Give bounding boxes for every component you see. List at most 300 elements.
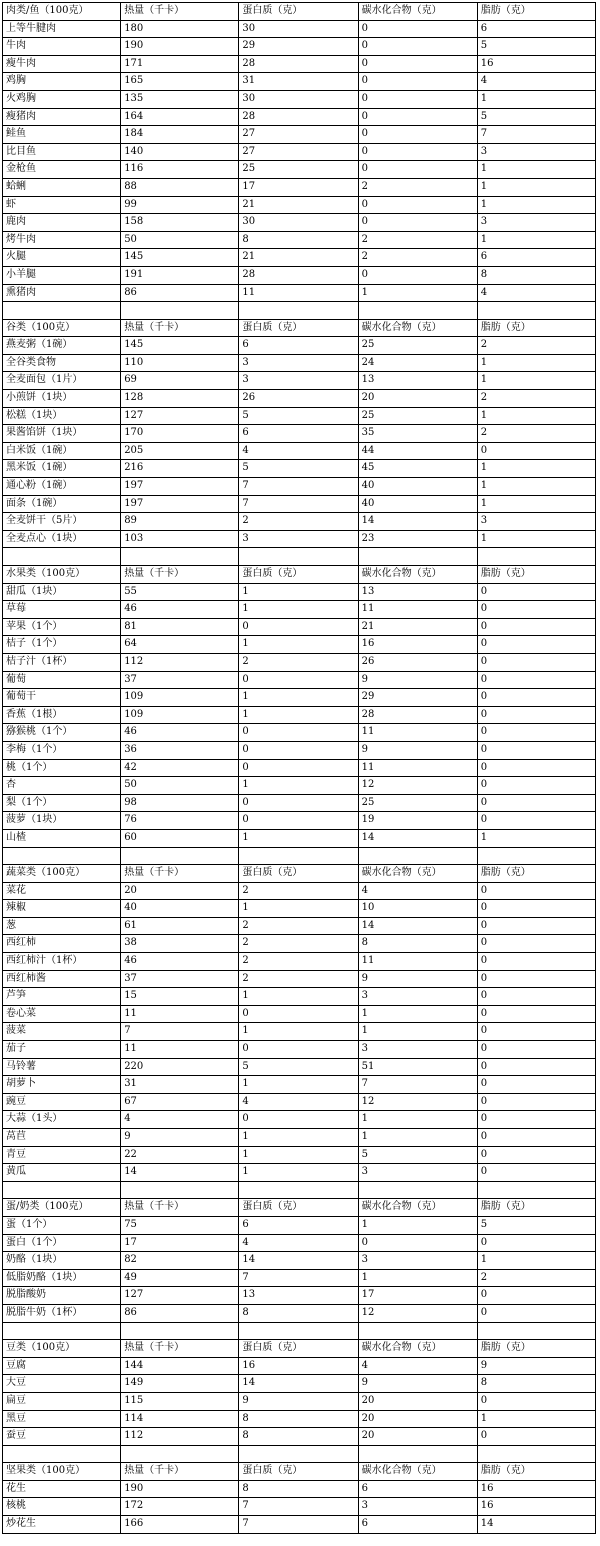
- food-name-cell: 杏: [3, 777, 121, 795]
- value-cell: 5: [239, 1058, 358, 1076]
- food-name-cell: 葡萄: [3, 671, 121, 689]
- column-header-cell: 脂肪（克）: [477, 1340, 595, 1358]
- value-cell: 13: [358, 372, 477, 390]
- value-cell: 9: [121, 1129, 239, 1147]
- food-name-cell: 西红柿汁（1杯）: [3, 953, 121, 971]
- value-cell: 23: [358, 530, 477, 548]
- value-cell: 20: [121, 882, 239, 900]
- value-cell: 25: [358, 337, 477, 355]
- value-cell: 9: [358, 741, 477, 759]
- table-row: [3, 812, 596, 830]
- value-cell: 5: [477, 38, 595, 56]
- food-name-cell: 全麦饼干（5片）: [3, 513, 121, 531]
- table-row: [3, 653, 596, 671]
- food-name-cell: 桔子汁（1杯）: [3, 653, 121, 671]
- value-cell: 3: [358, 988, 477, 1006]
- food-name-cell: 菠萝（1块）: [3, 812, 121, 830]
- value-cell: 50: [121, 231, 239, 249]
- food-name-cell: 大蒜（1头）: [3, 1111, 121, 1129]
- column-header-cell: 蛋白质（克）: [239, 566, 358, 584]
- nutrition-table-container: [2, 2, 596, 1534]
- food-name-cell: 松糕（1块）: [3, 407, 121, 425]
- table-row: [3, 495, 596, 513]
- empty-cell: [121, 847, 239, 865]
- food-name-cell: 豆腐: [3, 1357, 121, 1375]
- empty-cell: [239, 847, 358, 865]
- value-cell: 0: [358, 90, 477, 108]
- value-cell: 0: [477, 1111, 595, 1129]
- column-header-cell: 碳水化合物（克）: [358, 1463, 477, 1481]
- value-cell: 11: [121, 1005, 239, 1023]
- value-cell: 3: [358, 1252, 477, 1270]
- value-cell: 8: [477, 1375, 595, 1393]
- value-cell: 7: [121, 1023, 239, 1041]
- value-cell: 5: [477, 108, 595, 126]
- value-cell: 28: [239, 266, 358, 284]
- value-cell: 4: [477, 73, 595, 91]
- food-name-cell: 脱脂牛奶（1杯）: [3, 1304, 121, 1322]
- value-cell: 16: [477, 1480, 595, 1498]
- value-cell: 11: [358, 759, 477, 777]
- food-name-cell: 面条（1碗）: [3, 495, 121, 513]
- value-cell: 0: [477, 1146, 595, 1164]
- empty-cell: [358, 1181, 477, 1199]
- column-header-cell: 碳水化合物（克）: [358, 566, 477, 584]
- value-cell: 135: [121, 90, 239, 108]
- value-cell: 0: [239, 794, 358, 812]
- table-row: [3, 284, 596, 302]
- food-name-cell: 辣椒: [3, 900, 121, 918]
- value-cell: 2: [477, 425, 595, 443]
- food-name-cell: 胡萝卜: [3, 1076, 121, 1094]
- value-cell: 0: [477, 671, 595, 689]
- food-name-cell: 金枪鱼: [3, 161, 121, 179]
- table-row: [3, 231, 596, 249]
- value-cell: 0: [358, 161, 477, 179]
- value-cell: 171: [121, 55, 239, 73]
- value-cell: 27: [239, 143, 358, 161]
- column-header-cell: 热量（千卡）: [121, 566, 239, 584]
- table-row: [3, 249, 596, 267]
- value-cell: 2: [239, 953, 358, 971]
- value-cell: 0: [477, 794, 595, 812]
- food-name-cell: 草莓: [3, 601, 121, 619]
- food-name-cell: 通心粉（1碗）: [3, 478, 121, 496]
- value-cell: 17: [358, 1287, 477, 1305]
- value-cell: 0: [239, 812, 358, 830]
- value-cell: 0: [477, 601, 595, 619]
- column-header-cell: 热量（千卡）: [121, 1199, 239, 1217]
- value-cell: 0: [477, 706, 595, 724]
- value-cell: 14: [477, 1516, 595, 1534]
- table-row: [3, 1304, 596, 1322]
- value-cell: 0: [358, 143, 477, 161]
- value-cell: 1: [477, 90, 595, 108]
- value-cell: 6: [477, 20, 595, 38]
- empty-cell: [477, 847, 595, 865]
- value-cell: 0: [239, 671, 358, 689]
- column-header-cell: 热量（千卡）: [121, 319, 239, 337]
- value-cell: 10: [358, 900, 477, 918]
- value-cell: 1: [477, 530, 595, 548]
- value-cell: 20: [358, 390, 477, 408]
- value-cell: 1: [239, 900, 358, 918]
- value-cell: 1: [239, 1023, 358, 1041]
- column-header-cell: 蛋白质（克）: [239, 1199, 358, 1217]
- food-name-cell: 李梅（1个）: [3, 741, 121, 759]
- value-cell: 8: [239, 1304, 358, 1322]
- value-cell: 98: [121, 794, 239, 812]
- section-title-cell: 水果类（100克）: [3, 566, 121, 584]
- value-cell: 7: [477, 126, 595, 144]
- value-cell: 4: [121, 1111, 239, 1129]
- value-cell: 3: [477, 513, 595, 531]
- value-cell: 37: [121, 671, 239, 689]
- value-cell: 30: [239, 214, 358, 232]
- value-cell: 19: [358, 812, 477, 830]
- value-cell: 0: [477, 1164, 595, 1182]
- value-cell: 0: [477, 618, 595, 636]
- table-row: [3, 1480, 596, 1498]
- food-name-cell: 瘦牛肉: [3, 55, 121, 73]
- value-cell: 2: [239, 970, 358, 988]
- value-cell: 205: [121, 442, 239, 460]
- value-cell: 1: [477, 178, 595, 196]
- value-cell: 14: [239, 1252, 358, 1270]
- value-cell: 0: [477, 900, 595, 918]
- food-name-cell: 低脂奶酪（1块）: [3, 1269, 121, 1287]
- value-cell: 37: [121, 970, 239, 988]
- table-row: [3, 724, 596, 742]
- value-cell: 115: [121, 1392, 239, 1410]
- value-cell: 127: [121, 407, 239, 425]
- value-cell: 6: [239, 425, 358, 443]
- food-name-cell: 熏猪肉: [3, 284, 121, 302]
- value-cell: 15: [121, 988, 239, 1006]
- value-cell: 1: [239, 1076, 358, 1094]
- food-name-cell: 莴苣: [3, 1129, 121, 1147]
- table-row: [3, 1357, 596, 1375]
- table-row: [3, 1164, 596, 1182]
- value-cell: 1: [477, 161, 595, 179]
- value-cell: 46: [121, 601, 239, 619]
- empty-cell: [3, 1181, 121, 1199]
- food-name-cell: 果酱馅饼（1块）: [3, 425, 121, 443]
- section-spacer-row: [3, 1181, 596, 1199]
- table-row: [3, 73, 596, 91]
- column-header-cell: 蛋白质（克）: [239, 1340, 358, 1358]
- food-name-cell: 黑米饭（1碗）: [3, 460, 121, 478]
- value-cell: 0: [239, 1005, 358, 1023]
- section-header-row: [3, 1199, 596, 1217]
- value-cell: 22: [121, 1146, 239, 1164]
- value-cell: 2: [477, 1269, 595, 1287]
- value-cell: 11: [358, 601, 477, 619]
- empty-cell: [358, 302, 477, 320]
- empty-cell: [3, 302, 121, 320]
- value-cell: 9: [477, 1357, 595, 1375]
- value-cell: 5: [358, 1146, 477, 1164]
- value-cell: 55: [121, 583, 239, 601]
- table-row: [3, 407, 596, 425]
- value-cell: 25: [358, 407, 477, 425]
- table-row: [3, 988, 596, 1006]
- value-cell: 0: [477, 882, 595, 900]
- section-title-cell: 谷类（100克）: [3, 319, 121, 337]
- value-cell: 81: [121, 618, 239, 636]
- table-row: [3, 108, 596, 126]
- value-cell: 1: [358, 284, 477, 302]
- value-cell: 197: [121, 478, 239, 496]
- value-cell: 2: [239, 882, 358, 900]
- table-row: [3, 266, 596, 284]
- food-name-cell: 蚕豆: [3, 1428, 121, 1446]
- table-row: [3, 777, 596, 795]
- empty-cell: [477, 1181, 595, 1199]
- value-cell: 1: [358, 1129, 477, 1147]
- empty-cell: [239, 302, 358, 320]
- section-header-row: [3, 3, 596, 21]
- table-row: [3, 1093, 596, 1111]
- table-row: [3, 1234, 596, 1252]
- food-name-cell: 鲑鱼: [3, 126, 121, 144]
- value-cell: 191: [121, 266, 239, 284]
- table-row: [3, 372, 596, 390]
- empty-cell: [3, 548, 121, 566]
- value-cell: 50: [121, 777, 239, 795]
- value-cell: 11: [358, 724, 477, 742]
- food-name-cell: 山楂: [3, 829, 121, 847]
- table-row: [3, 214, 596, 232]
- value-cell: 0: [239, 724, 358, 742]
- value-cell: 0: [477, 1234, 595, 1252]
- value-cell: 0: [239, 1111, 358, 1129]
- column-header-cell: 热量（千卡）: [121, 1340, 239, 1358]
- value-cell: 0: [477, 917, 595, 935]
- table-row: [3, 1076, 596, 1094]
- value-cell: 112: [121, 653, 239, 671]
- value-cell: 2: [239, 917, 358, 935]
- table-row: [3, 1252, 596, 1270]
- table-row: [3, 126, 596, 144]
- food-name-cell: 比目鱼: [3, 143, 121, 161]
- value-cell: 28: [239, 55, 358, 73]
- value-cell: 11: [358, 953, 477, 971]
- value-cell: 220: [121, 1058, 239, 1076]
- table-row: [3, 636, 596, 654]
- value-cell: 4: [477, 284, 595, 302]
- table-row: [3, 970, 596, 988]
- column-header-cell: 脂肪（克）: [477, 566, 595, 584]
- food-name-cell: 小羊腿: [3, 266, 121, 284]
- table-row: [3, 513, 596, 531]
- value-cell: 3: [477, 143, 595, 161]
- value-cell: 20: [358, 1428, 477, 1446]
- food-name-cell: 炒花生: [3, 1516, 121, 1534]
- value-cell: 26: [239, 390, 358, 408]
- food-name-cell: 白米饭（1碗）: [3, 442, 121, 460]
- column-header-cell: 热量（千卡）: [121, 865, 239, 883]
- value-cell: 0: [358, 214, 477, 232]
- table-row: [3, 530, 596, 548]
- table-row: [3, 55, 596, 73]
- food-name-cell: 虾: [3, 196, 121, 214]
- table-row: [3, 38, 596, 56]
- value-cell: 69: [121, 372, 239, 390]
- value-cell: 0: [239, 741, 358, 759]
- value-cell: 14: [358, 513, 477, 531]
- food-name-cell: 菠菜: [3, 1023, 121, 1041]
- value-cell: 6: [239, 337, 358, 355]
- value-cell: 8: [239, 1410, 358, 1428]
- food-name-cell: 西红柿: [3, 935, 121, 953]
- column-header-cell: 碳水化合物（克）: [358, 3, 477, 21]
- section-spacer-row: [3, 302, 596, 320]
- value-cell: 0: [477, 741, 595, 759]
- value-cell: 110: [121, 354, 239, 372]
- food-name-cell: 蛤蜊: [3, 178, 121, 196]
- table-row: [3, 935, 596, 953]
- value-cell: 1: [239, 583, 358, 601]
- column-header-cell: 热量（千卡）: [121, 1463, 239, 1481]
- table-row: [3, 460, 596, 478]
- value-cell: 1: [239, 1164, 358, 1182]
- value-cell: 3: [239, 354, 358, 372]
- value-cell: 17: [121, 1234, 239, 1252]
- section-title-cell: 豆类（100克）: [3, 1340, 121, 1358]
- food-name-cell: 甜瓜（1块）: [3, 583, 121, 601]
- food-name-cell: 鸡胸: [3, 73, 121, 91]
- value-cell: 31: [121, 1076, 239, 1094]
- value-cell: 86: [121, 284, 239, 302]
- value-cell: 0: [239, 759, 358, 777]
- value-cell: 0: [477, 988, 595, 1006]
- empty-cell: [121, 1445, 239, 1463]
- value-cell: 9: [358, 1375, 477, 1393]
- table-row: [3, 882, 596, 900]
- food-name-cell: 西红柿酱: [3, 970, 121, 988]
- value-cell: 45: [358, 460, 477, 478]
- value-cell: 180: [121, 20, 239, 38]
- value-cell: 3: [239, 530, 358, 548]
- value-cell: 4: [358, 882, 477, 900]
- table-row: [3, 425, 596, 443]
- food-name-cell: 豌豆: [3, 1093, 121, 1111]
- value-cell: 1: [239, 601, 358, 619]
- value-cell: 0: [477, 636, 595, 654]
- table-row: [3, 478, 596, 496]
- value-cell: 3: [358, 1498, 477, 1516]
- value-cell: 5: [477, 1216, 595, 1234]
- food-name-cell: 蛋（1个）: [3, 1216, 121, 1234]
- value-cell: 13: [358, 583, 477, 601]
- value-cell: 1: [239, 988, 358, 1006]
- value-cell: 0: [477, 583, 595, 601]
- column-header-cell: 脂肪（克）: [477, 319, 595, 337]
- value-cell: 1: [239, 1129, 358, 1147]
- value-cell: 1: [477, 478, 595, 496]
- value-cell: 51: [358, 1058, 477, 1076]
- section-header-row: [3, 1340, 596, 1358]
- table-row: [3, 1287, 596, 1305]
- table-row: [3, 390, 596, 408]
- value-cell: 4: [358, 1357, 477, 1375]
- value-cell: 0: [477, 970, 595, 988]
- value-cell: 75: [121, 1216, 239, 1234]
- value-cell: 35: [358, 425, 477, 443]
- table-row: [3, 794, 596, 812]
- value-cell: 190: [121, 1480, 239, 1498]
- food-name-cell: 全麦面包（1片）: [3, 372, 121, 390]
- value-cell: 2: [477, 337, 595, 355]
- table-row: [3, 196, 596, 214]
- value-cell: 14: [239, 1375, 358, 1393]
- value-cell: 4: [239, 1234, 358, 1252]
- table-row: [3, 442, 596, 460]
- empty-cell: [477, 302, 595, 320]
- value-cell: 99: [121, 196, 239, 214]
- food-name-cell: 葡萄干: [3, 689, 121, 707]
- value-cell: 3: [477, 214, 595, 232]
- empty-cell: [477, 1445, 595, 1463]
- food-name-cell: 瘦猪肉: [3, 108, 121, 126]
- empty-cell: [3, 1445, 121, 1463]
- food-name-cell: 小煎饼（1块）: [3, 390, 121, 408]
- empty-cell: [358, 1322, 477, 1340]
- value-cell: 1: [239, 777, 358, 795]
- section-spacer-row: [3, 548, 596, 566]
- value-cell: 16: [358, 636, 477, 654]
- value-cell: 0: [477, 689, 595, 707]
- table-row: [3, 143, 596, 161]
- food-name-cell: 上等牛腱肉: [3, 20, 121, 38]
- table-row: [3, 178, 596, 196]
- value-cell: 21: [358, 618, 477, 636]
- empty-cell: [477, 1322, 595, 1340]
- section-spacer-row: [3, 847, 596, 865]
- table-row: [3, 917, 596, 935]
- value-cell: 1: [477, 1252, 595, 1270]
- food-name-cell: 火腿: [3, 249, 121, 267]
- value-cell: 38: [121, 935, 239, 953]
- value-cell: 28: [239, 108, 358, 126]
- value-cell: 40: [121, 900, 239, 918]
- column-header-cell: 蛋白质（克）: [239, 1463, 358, 1481]
- value-cell: 0: [477, 759, 595, 777]
- empty-cell: [121, 1322, 239, 1340]
- value-cell: 8: [239, 231, 358, 249]
- value-cell: 109: [121, 689, 239, 707]
- value-cell: 1: [477, 460, 595, 478]
- food-name-cell: 核桃: [3, 1498, 121, 1516]
- column-header-cell: 脂肪（克）: [477, 1199, 595, 1217]
- value-cell: 165: [121, 73, 239, 91]
- food-name-cell: 全麦点心（1块）: [3, 530, 121, 548]
- empty-cell: [239, 548, 358, 566]
- value-cell: 1: [477, 231, 595, 249]
- value-cell: 24: [358, 354, 477, 372]
- empty-cell: [358, 847, 477, 865]
- section-title-cell: 肉类/鱼（100克）: [3, 3, 121, 21]
- table-row: [3, 1216, 596, 1234]
- value-cell: 0: [477, 653, 595, 671]
- value-cell: 1: [358, 1216, 477, 1234]
- value-cell: 1: [239, 1146, 358, 1164]
- table-row: [3, 1516, 596, 1534]
- value-cell: 1: [358, 1111, 477, 1129]
- table-row: [3, 671, 596, 689]
- value-cell: 0: [239, 1041, 358, 1059]
